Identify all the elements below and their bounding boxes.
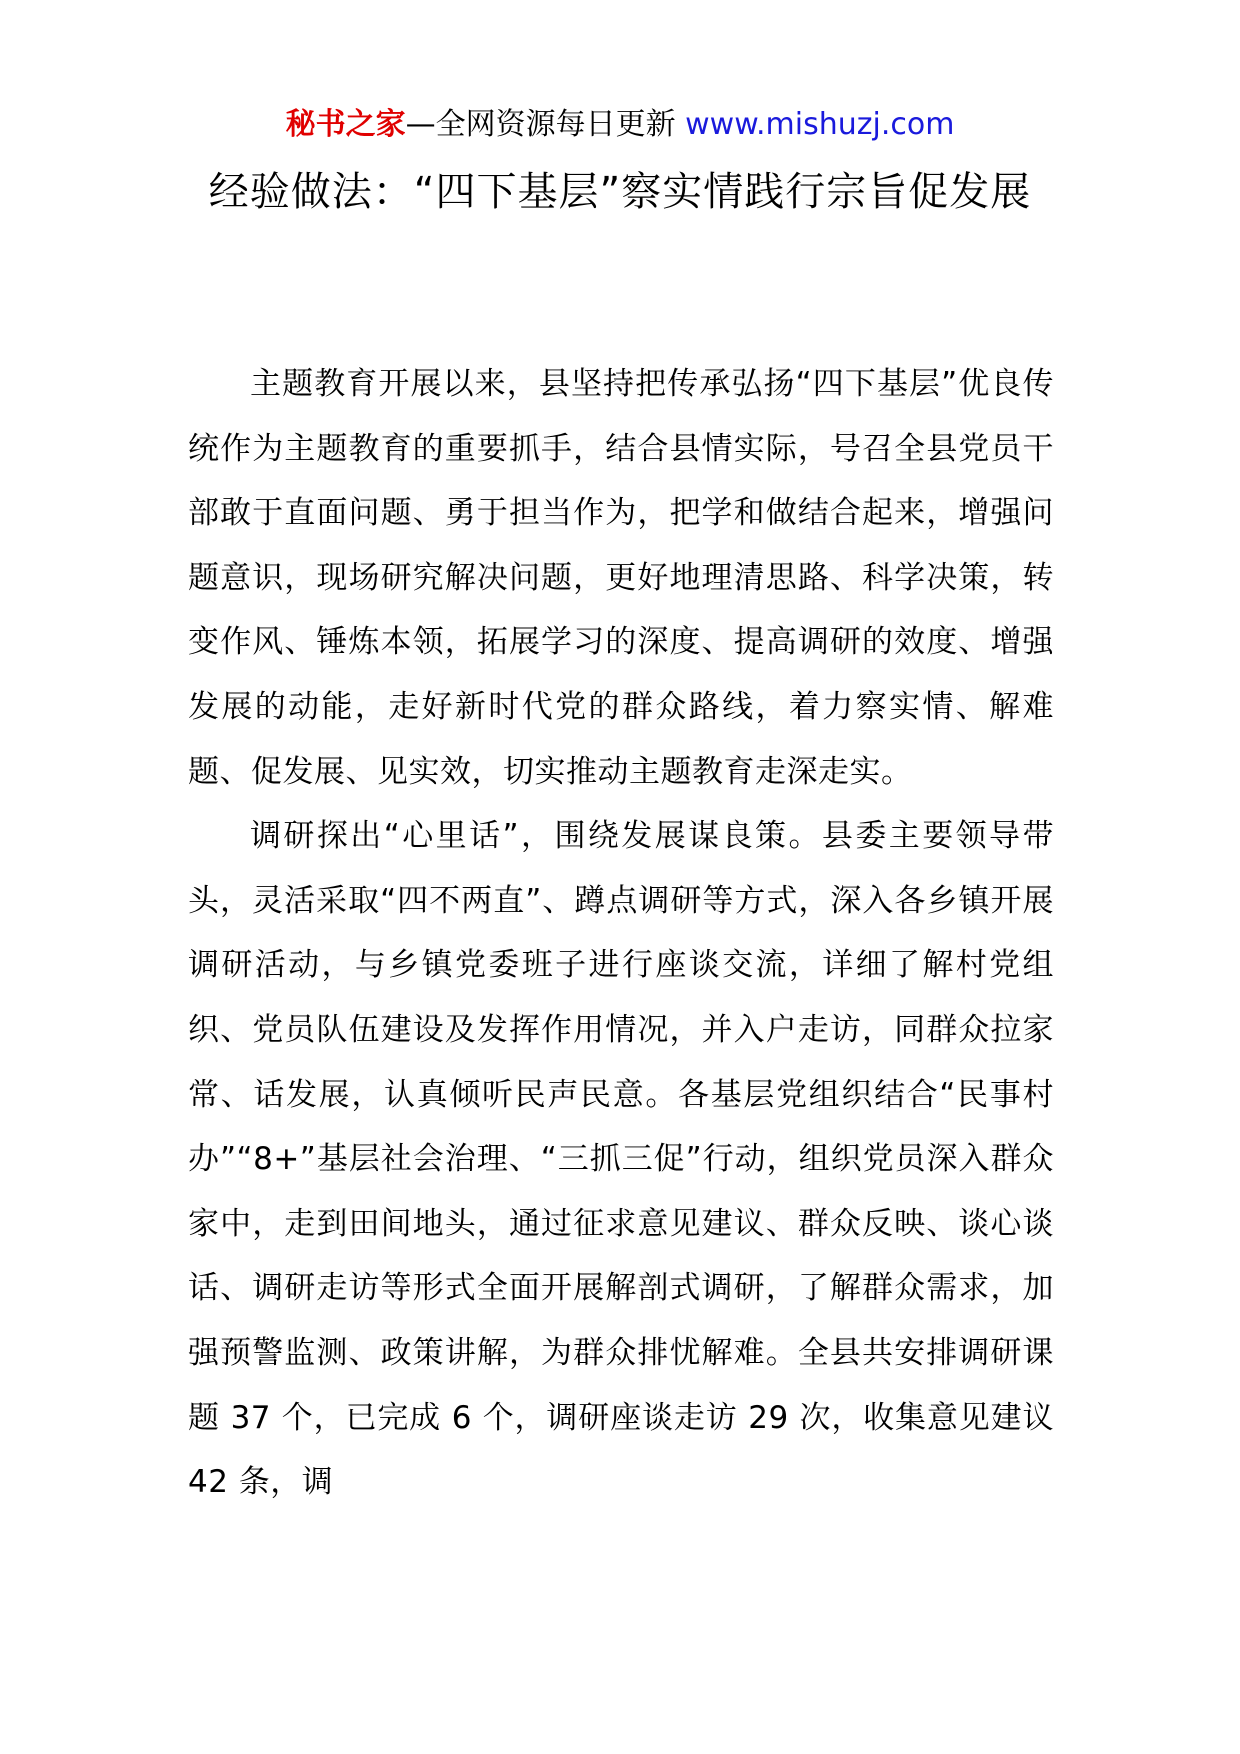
document-title: 经验做法：“四下基层”察实情践行宗旨促发展 — [208, 169, 1032, 215]
site-header — [0, 103, 1240, 147]
paragraph: 调研探出“心里话”，围绕发展谋良策。县委主要领导带头，灵活采取“四不两直”、蹲点调研等方式，深入各乡镇开展调研活动，与乡镇党委班子进行座谈交流，详细了解村党组织、党员队伍建设及发挥作用情况，并入户走访，同群众拉家常、话发展，认真倾听民声民意。各基层党组织结合“民事村办”“8+”基层社会治理、“三抓三促”行动，组织党员深入群众家中，走到田间地头，通过征求意见建议、群众反映、谈心谈话、调研走访等形式全面开展解剖式调研，了解群众需求，加强预警监测、政策讲解，为群众排忧解难。全县共安排调研课题 37 个，已完成 6 个，调研座谈走访 29 次，收集意见建议 42 条，调 — [188, 818, 1054, 1501]
paragraph: 主题教育开展以来，县坚持把传承弘扬“四下基层”优良传统作为主题教育的重要抓手，结合县情实际，号召全县党员干部敢于直面问题、勇于担当作为，把学和做结合起来，增强问题意识，现场研究解决问题，更好地理清思路、科学决策，转变作风、锤炼本领，拓展学习的深度、提高调研的效度、增强发展的动能，走好新时代党的群众路线，着力察实情、解难题、促发展、见实效，切实推动主题教育走深走实。 — [188, 366, 1054, 790]
site-slogan: —全网资源每日更新 — [405, 107, 686, 142]
site-brand: 秘书之家 — [285, 107, 406, 142]
document-body — [188, 352, 1054, 1515]
site-url: www.mishuzj.com — [685, 107, 955, 142]
